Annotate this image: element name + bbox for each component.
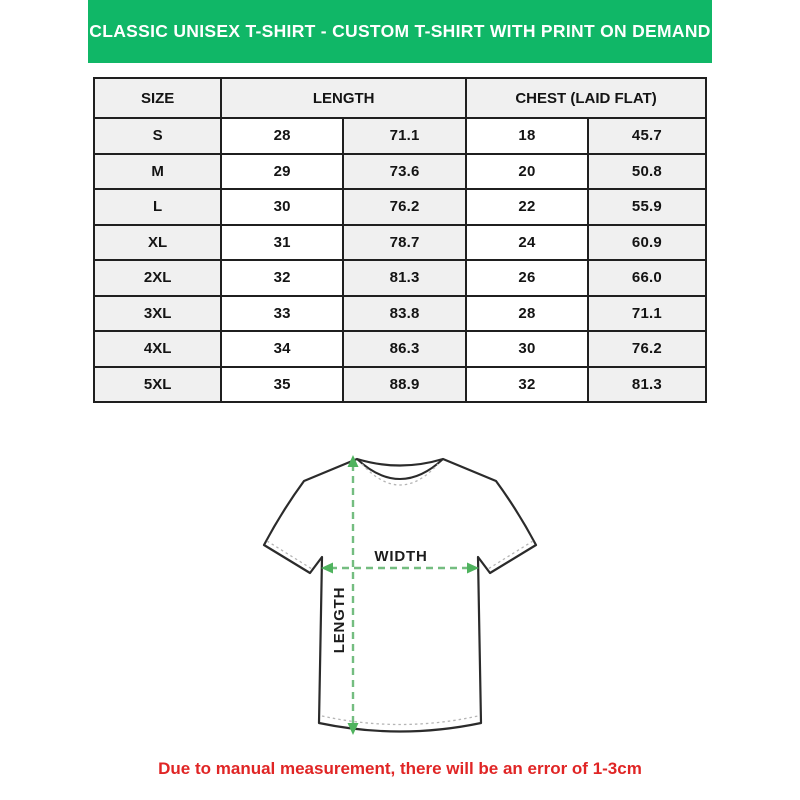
size-table-body (94, 118, 706, 402)
cell-length-inches: 33 (221, 296, 343, 332)
tshirt-outline (264, 459, 536, 732)
table-row (94, 296, 706, 332)
page-title: CLASSIC UNISEX T-SHIRT - CUSTOM T-SHIRT WITH PRINT ON DEMAND (89, 21, 711, 41)
cell-length-cm: 76.2 (343, 189, 466, 225)
cell-chest-cm: 66.0 (588, 260, 706, 296)
table-row (94, 260, 706, 296)
cell-chest-inches: 24 (466, 225, 588, 261)
table-row (94, 154, 706, 190)
cell-chest-inches: 20 (466, 154, 588, 190)
width-label: WIDTH (374, 548, 428, 565)
cell-chest-cm: 71.1 (588, 296, 706, 332)
cell-length-cm: 83.8 (343, 296, 466, 332)
cell-size: 2XL (94, 260, 221, 296)
table-row (94, 118, 706, 154)
table-header-row (94, 78, 706, 118)
cell-length-inches: 29 (221, 154, 343, 190)
table-row (94, 331, 706, 367)
size-table-head (94, 78, 706, 118)
cell-size: M (94, 154, 221, 190)
measurement-error-note: Due to manual measurement, there will be an error of 1-3cm (158, 759, 642, 778)
cell-chest-cm: 60.9 (588, 225, 706, 261)
cell-size: L (94, 189, 221, 225)
cell-chest-inches: 18 (466, 118, 588, 154)
cell-length-inches: 34 (221, 331, 343, 367)
header-size: SIZE (94, 78, 221, 118)
table-row (94, 225, 706, 261)
cell-chest-cm: 81.3 (588, 367, 706, 403)
cell-chest-cm: 50.8 (588, 154, 706, 190)
tshirt-measurement-diagram (258, 445, 542, 741)
length-label: LENGTH (331, 586, 348, 654)
cell-length-inches: 30 (221, 189, 343, 225)
cell-length-cm: 81.3 (343, 260, 466, 296)
cell-chest-inches: 32 (466, 367, 588, 403)
cell-size: 3XL (94, 296, 221, 332)
cell-chest-inches: 26 (466, 260, 588, 296)
header-chest: CHEST (LAID FLAT) (466, 78, 706, 118)
title-banner (88, 0, 712, 63)
cell-length-cm: 73.6 (343, 154, 466, 190)
cell-size: XL (94, 225, 221, 261)
size-table (93, 77, 707, 403)
cell-length-cm: 88.9 (343, 367, 466, 403)
table-row (94, 189, 706, 225)
cell-length-cm: 86.3 (343, 331, 466, 367)
cell-length-inches: 31 (221, 225, 343, 261)
cell-size: 5XL (94, 367, 221, 403)
cell-length-inches: 35 (221, 367, 343, 403)
cell-size: 4XL (94, 331, 221, 367)
header-length: LENGTH (221, 78, 466, 118)
tshirt-svg (258, 445, 542, 741)
cell-length-cm: 78.7 (343, 225, 466, 261)
cell-chest-cm: 55.9 (588, 189, 706, 225)
cell-chest-inches: 22 (466, 189, 588, 225)
cell-chest-inches: 28 (466, 296, 588, 332)
cell-length-cm: 71.1 (343, 118, 466, 154)
cell-chest-cm: 76.2 (588, 331, 706, 367)
cell-chest-inches: 30 (466, 331, 588, 367)
cell-chest-cm: 45.7 (588, 118, 706, 154)
cell-size: S (94, 118, 221, 154)
cell-length-inches: 28 (221, 118, 343, 154)
cell-length-inches: 32 (221, 260, 343, 296)
table-row (94, 367, 706, 403)
